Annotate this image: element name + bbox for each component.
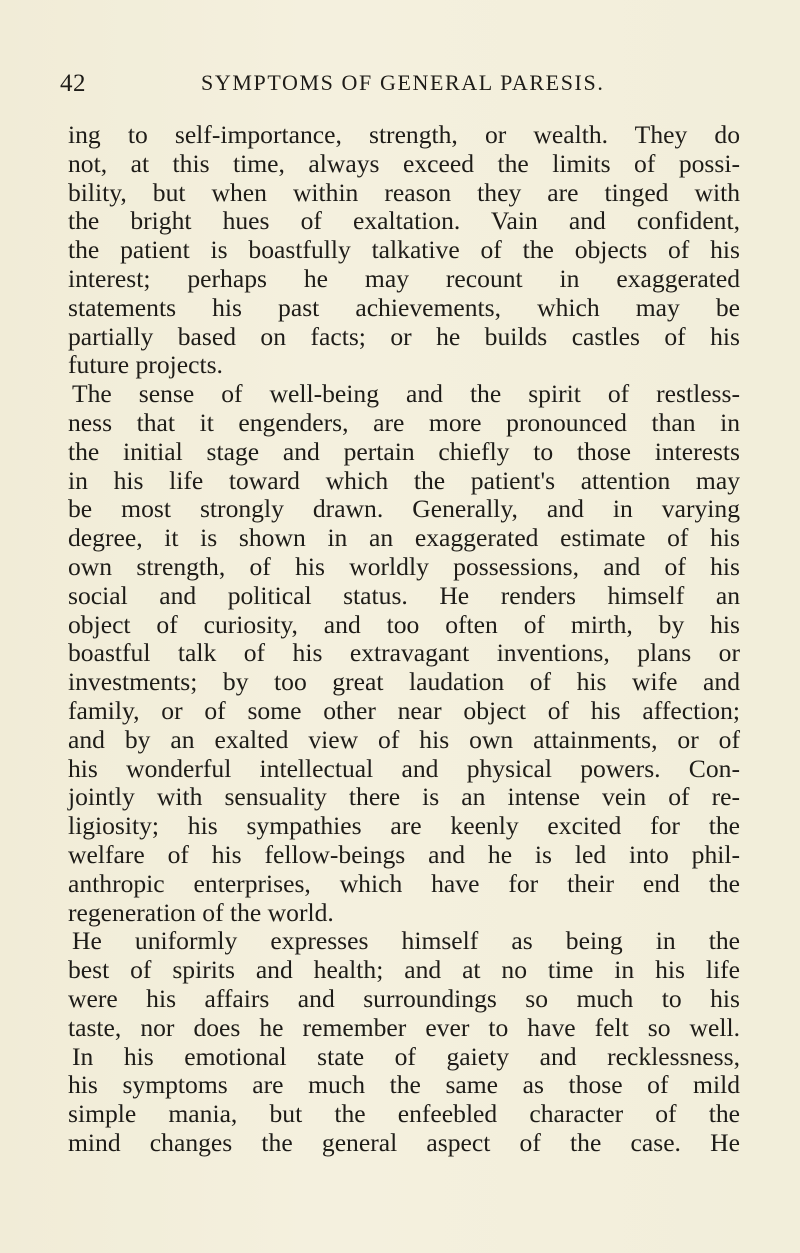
text-line: best of spirits and health; and at no time in his life bbox=[68, 955, 740, 985]
text-line: simple mania, but the enfeebled character of the bbox=[68, 1099, 740, 1129]
body-text bbox=[68, 121, 740, 1158]
text-line: and by an exalted view of his own attainments, or of bbox=[68, 724, 740, 754]
paragraph-start-line: In his emotional state of gaiety and recklessness, bbox=[72, 1041, 740, 1071]
text-line: family, or of some other near object of his affection; bbox=[68, 695, 740, 725]
text-line: anthropic enterprises, which have for their end the bbox=[68, 868, 740, 898]
text-line: ness that it engenders, are more pronounced than in bbox=[68, 407, 740, 437]
paragraph-start-line: He uniformly expresses himself as being in the bbox=[72, 926, 740, 956]
text-line: investments; by too great laudation of his wife and bbox=[68, 667, 740, 697]
text-line: bility, but when within reason they are tinged with bbox=[68, 177, 740, 207]
text-line: in his life toward which the patient's attention may bbox=[68, 465, 740, 495]
text-line: degree, it is shown in an exaggerated estimate of his bbox=[68, 523, 740, 553]
text-line: his symptoms are much the same as those of mild bbox=[68, 1070, 740, 1100]
text-line: interest; perhaps he may recount in exaggerated bbox=[68, 263, 740, 293]
text-line: the patient is boastfully talkative of the objects of his bbox=[68, 235, 740, 265]
text-line: boastful talk of his extravagant inventions, plans or bbox=[68, 638, 740, 668]
text-line: the initial stage and pertain chiefly to those interests bbox=[68, 436, 740, 466]
text-line: own strength, of his worldly possessions, and of his bbox=[68, 551, 740, 581]
text-line: the bright hues of exaltation. Vain and confident, bbox=[68, 206, 740, 236]
text-line: ligiosity; his sympathies are keenly excited for the bbox=[68, 811, 740, 841]
text-line: his wonderful intellectual and physical powers. Con- bbox=[68, 753, 740, 783]
running-head: SYMPTOMS OF GENERAL PARESIS. bbox=[201, 70, 605, 95]
text-line: future projects. bbox=[68, 350, 223, 380]
text-line: regeneration of the world. bbox=[68, 897, 334, 927]
text-line: social and political status. He renders himself an bbox=[68, 580, 740, 610]
page-header bbox=[60, 70, 750, 110]
text-line: taste, nor does he remember ever to have felt so well. bbox=[68, 1012, 740, 1042]
text-line: welfare of his fellow-beings and he is led into phil- bbox=[68, 839, 740, 869]
text-line: not, at this time, always exceed the limits of possi- bbox=[68, 148, 740, 178]
paragraph-start-line: The sense of well-being and the spirit of restless- bbox=[72, 379, 740, 409]
text-line: statements his past achievements, which may be bbox=[68, 292, 740, 322]
text-line: ing to self-importance, strength, or wealth. They do bbox=[68, 120, 740, 149]
text-line: partially based on facts; or he builds castles of his bbox=[68, 321, 740, 351]
page-number: 42 bbox=[60, 70, 86, 97]
text-line: jointly with sensuality there is an intense vein of re- bbox=[68, 782, 740, 812]
text-line: were his affairs and surroundings so much to his bbox=[68, 983, 740, 1013]
text-line: object of curiosity, and too often of mirth, by his bbox=[68, 609, 740, 639]
text-line: mind changes the general aspect of the case. He bbox=[68, 1127, 740, 1157]
text-line: be most strongly drawn. Generally, and in varying bbox=[68, 494, 740, 524]
